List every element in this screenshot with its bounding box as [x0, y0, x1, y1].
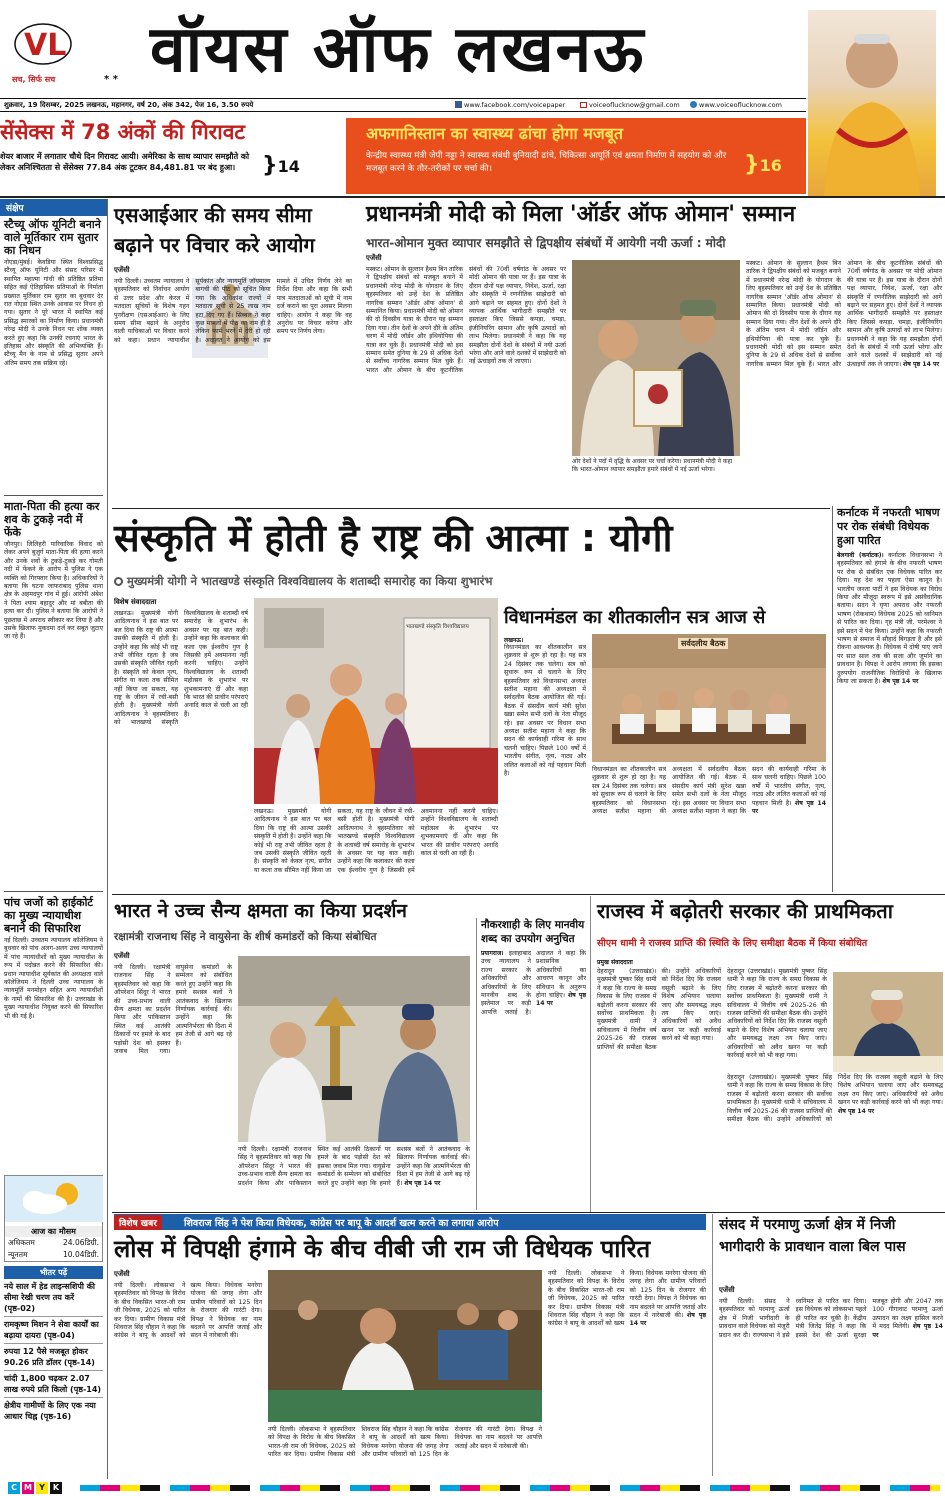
story-yogi-body-text: लखनऊ। मुख्यमंत्री योगी आदित्यनाथ ने इस बात पर बल दिया कि राष्ट्र की आत्मा उसकी संस्कृति में होती है। उन्होंने कहा कि कोई भी राष्ट्र तभी जीवित रहता है जब उसकी संस्कृति जीवित रहती है। संस्कृति को केवल नृत्य, संगीत या कला तक सीमित नहीं किया जा सकता, यह राष्ट्र के जीवन में रची-बसी होती है। मुख्यमंत्री योगी आदित्यनाथ ने बृहस्पतिवार को भातखण्डे संस्कृति विश्वविद्यालय के शताब्दी वर्ष समारोह के शुभारंभ के अवसर पर यह बात कही। उन्होंने कहा कि कलाकार की कला एक ईश्वरीय गुण है जिसकी हमें अवमानना नहीं करनी चाहिए। उन्होंने विश्वविद्यालय के शताब्दी महोत्सव के शुभारंभ पर शुभकामनाएं दीं और कहा कि भारत की प्राचीन परंपराएं अनादि काल से चली आ रही हैं।: [114, 610, 248, 727]
story-revenue-body-left: [597, 968, 721, 1206]
story-loksabha-body-text-cont: नयी दिल्ली। लोकसभा ने बृहस्पतिवार को विपक्ष के विरोध के बीच विकसित भारत-जी राम जी विधेयक, 2025 को पारित कर दिया। ग्रामीण विकास मंत्री शिवराज सिंह चौहान ने कहा कि कांग्रेस ने बापू के आदर्शों को खत्म किया। विधेयक मनरेगा योजना की जगह लेगा और ग्रामीण परिवारों को 125 दिन के रोजगार की गारंटी देगा। विपक्ष ने विधेयक का नाम बदलने पर आपत्ति जताई और सदन में नारेबाजी की।: [268, 1426, 542, 1459]
section-rule: [112, 1212, 945, 1213]
globe-icon: [690, 101, 697, 108]
website-link[interactable]: [690, 101, 782, 109]
story-bureaucracy-headline: नौकरशाही के लिए मानवीय शब्द का उपयोग अनुचित: [481, 919, 585, 945]
story-air[interactable]: [114, 896, 470, 1212]
story-oman[interactable]: [358, 200, 942, 502]
teaser-sensex-headline: सेंसेक्स में 78 अंकों की गिरावट: [0, 120, 245, 144]
teaser-afghanistan-text: केन्द्रीय स्वास्थ्य मंत्री जेपी नड्डा ने स्वास्थ्य संबंधी बुनियादी ढांचे, चिकित्सा आपूर्ति एवं क्षमता निर्माण में सहयोग को और मजबूत करने के तौर-तरीकों पर चर्चा की।: [366, 151, 727, 174]
partly-cloudy-icon: [5, 1176, 103, 1222]
story-loksabha-byline: एजेंसी: [114, 1270, 130, 1278]
story-revenue-body-text-end: देहरादून (उत्तराखंड)। मुख्यमंत्री पुष्कर सिंह धामी ने कहा कि राज्य के समग्र विकास के लिए राजस्व में बढ़ोतरी करना सरकार की सर्वोच्च प्राथमिकता है। मुख्यमंत्री धामी ने सचिवालय में वित्तीय वर्ष 2025-26 की राजस्व प्राप्तियों की समीक्षा बैठक की। उन्होंने अधिकारियों को निर्देश दिए कि राजस्व वसूली बढ़ाने के लिए विशेष अभियान चलाया जाए और समयबद्ध लक्ष्य तय किए जाएं। अधिकारियों को अवैध खनन पर कड़ी कार्रवाई करने को भी कहा गया।: [727, 1074, 943, 1124]
story-revenue-body-mid: [727, 968, 827, 1068]
story-revenue-headline: राजस्व में बढ़ोतरी सरकार की प्राथमिकता: [597, 899, 893, 923]
story-oman-body-left: [366, 266, 566, 454]
weather-label: अधिकतम: [8, 1238, 35, 1247]
story-revenue-subhead: सीएम धामी ने राजस्व प्राप्ति की स्थिति के लिए समीक्षा बैठक में किया संबोधित: [597, 938, 868, 949]
sidebar-item-body: जौनपुर। लिलिहरी पारिवारिक विवाद को लेकर अपने बुजुर्ग माता-पिता की हत्या करने और उनके शवों के टुकड़े-टुकड़े कर गोमती नदी में फेंकने के आरोप में पुलिस ने एक व्यक्ति को गिरफ्तार किया है। अधिकारियों ने बताया कि घटना जाफराबाद पुलिस थाना क्षेत्र के अहमदपुर गांव में हुई। आरोपी अंबेश ने पिता श्याम बहादुर और मां बबीता की हत्या कर दी। पुलिस ने बताया कि आरोपी ने पूछताछ में अपराध स्वीकार कर लिया है और उसके खिलाफ मुकदमा दर्ज कर सबूत जुटाए जा रहे हैं।: [4, 541, 103, 641]
story-karnataka-body-text: कर्नाटक विधानसभा ने बृहस्पतिवार को हंगामे के बीच नफरती भाषण पर रोक से संबंधित एक विधेयक पारित कर दिया। यह देश का पहला ऐसा कानून है। भारतीय जनता पार्टी ने इस विधेयक का विरोध किया और मौजूदा स्वरूप में इसे असंवैधानिक बताया। सदन ने घृणा अपराध और नफरती भाषण (रोकथाम) विधेयक 2025 को ध्वनिमत से पारित कर दिया। गृह मंत्री जी. परमेश्वर ने इसे सदन में पेश किया। उन्होंने कहा कि नफरती भाषण से समाज में सौहार्द बिगड़ता है और इसे रोकना आवश्यक है। विधेयक में दोषी पाए जाने पर सात साल तक की सजा और जुर्माने का प्रावधान है। विपक्ष ने आरोप लगाया कि इसका दुरुपयोग राजनीतिक विरोधियों के खिलाफ किया जा सकता है।: [837, 552, 942, 686]
leader-photo: [808, 10, 936, 196]
paper-title: वॉयस ऑफ लखनऊ: [150, 13, 646, 87]
inside-item[interactable]: क्षेत्रीय गामीणों के लिए एक नया आधार चिह्न (पृष्ठ-16): [4, 1401, 96, 1421]
story-revenue-body-text: देहरादून (उत्तराखंड)। मुख्यमंत्री पुष्कर सिंह धामी ने कहा कि राज्य के समग्र विकास के लिए राजस्व में बढ़ोतरी करना सरकार की सर्वोच्च प्राथमिकता है। मुख्यमंत्री धामी ने सचिवालय में वित्तीय वर्ष 2025-26 की राजस्व प्राप्तियों की समीक्षा बैठक की। उन्होंने अधिकारियों को निर्देश दिए कि राजस्व वसूली बढ़ाने के लिए विशेष अभियान चलाया जाए और समयबद्ध लक्ष्य तय किए जाएं। अधिकारियों को अवैध खनन पर कड़ी कार्रवाई करने को भी कहा गया।: [597, 968, 721, 1051]
teaser-sensex-page-ref: }14: [262, 153, 300, 178]
weather-value: 24.06डिग्री.: [63, 1238, 99, 1247]
cmyk-marks: [8, 1482, 62, 1494]
story-air-headline: भारत ने उच्च सैन्य क्षमता का किया प्रदर्शन: [114, 900, 407, 922]
rajnath-airforce-photo: [238, 956, 470, 1142]
inside-item[interactable]: रुपया 12 पैसे मजबूत होकर 90.26 प्रति डॉलर (पृष्ठ-14): [4, 1344, 103, 1371]
inside-pages-title: भीतर पढ़ें: [4, 1266, 103, 1279]
website-text: www.voiceoflucknow.com: [699, 101, 782, 109]
story-loksabha-headline: लोस में विपक्षी हंगामे के बीच वीबी जी राम जी विधेयक पारित: [114, 1235, 651, 1263]
story-sir[interactable]: [114, 200, 352, 506]
story-nuclear-body: [719, 1298, 943, 1474]
exhibition-board-label: भातखण्डे संस्कृति विश्वविद्यालय: [406, 624, 469, 630]
tagline: सच, सिर्फ सच: [12, 75, 56, 84]
story-nuclear-continued[interactable]: शेष पृष्ठ 14 पर: [872, 1323, 943, 1339]
facebook-text: www.facebook.com/voicepaper: [464, 101, 566, 109]
cmyk-mark: Y: [36, 1482, 48, 1494]
loksabha-photo: [268, 1270, 542, 1422]
story-revenue-body-bottom: [727, 1074, 943, 1206]
story-assembly-body-left: [504, 644, 586, 778]
story-assembly-body-text: विधानमंडल का शीतकालीन सत्र शुक्रवार से शुरू हो रहा है। यह सत्र 24 दिसंबर तक चलेगा। सत्र को सुचारू रूप से चलाने के लिए बृहस्पतिवार को विधानसभा अध्यक्ष सतीश महाना की अध्यक्षता में सर्वदलीय बैठक आयोजित की गई। बैठक में संसदीय कार्य मंत्री सुरेश खन्ना समेत सभी दलों के नेता मौजूद रहे। इस अवसर पर विधान सभा अध्यक्ष सतीश महाना ने कहा कि सदन की कार्यवाही गरिमा के साथ चलनी चाहिए। पिछले 100 वर्षों में भारतीय संगीत, नृत्य, नाट्य और ललित कलाओं को नई पहचान मिली है।: [504, 644, 586, 778]
story-air-body-left: [114, 964, 232, 1210]
story-loksabha-body-text: नयी दिल्ली। लोकसभा ने बृहस्पतिवार को विपक्ष के विरोध के बीच विकसित भारत-जी राम जी विधेयक, 2025 को पारित कर दिया। ग्रामीण विकास मंत्री शिवराज सिंह चौहान ने कहा कि कांग्रेस ने बापू के आदर्शों को खत्म किया। विधेयक मनरेगा योजना की जगह लेगा और ग्रामीण परिवारों को 125 दिन के रोजगार की गारंटी देगा। विपक्ष ने विधेयक का नाम बदलने पर आपत्ति जताई और सदन में नारेबाजी की।: [114, 1282, 262, 1340]
story-nuclear[interactable]: [712, 1214, 942, 1476]
story-bureaucracy-byline: प्रयागराज।: [481, 950, 504, 957]
story-air-body-text: नयी दिल्ली। रक्षामंत्री राजनाथ सिंह ने बृहस्पतिवार को कहा कि ऑपरेशन सिंदूर ने भारत की उच्च-प्रभाव वाली सैन्य क्षमता का प्रदर्शन किया और पाकिस्तान स्थित कई आतंकी ठिकानों पर हमले के बाद पड़ोसी देश को इसका जवाब मिल गया। वायुसेना कमांडरों के सम्मेलन को संबोधित करते हुए उन्होंने कहा कि हमारे सशस्त्र बलों ने आतंकवाद के खिलाफ निर्णायक कार्रवाई की। उन्होंने कहा कि आत्मनिर्भरता की दिशा में हम तेजी से आगे बढ़ रहे हैं।: [114, 964, 232, 1056]
story-air-body-text-cont: नयी दिल्ली। रक्षामंत्री राजनाथ सिंह ने बृहस्पतिवार को कहा कि ऑपरेशन सिंदूर ने भारत की उच्च-प्रभाव वाली सैन्य क्षमता का प्रदर्शन किया और पाकिस्तान स्थित कई आतंकी ठिकानों पर हमले के बाद पड़ोसी देश को इसका जवाब मिल गया। वायुसेना कमांडरों के सम्मेलन को संबोधित करते हुए उन्होंने कहा कि हमारे सशस्त्र बलों ने आतंकवाद के खिलाफ निर्णायक कार्रवाई की। उन्होंने कहा कि आत्मनिर्भरता की दिशा में हम तेजी से आगे बढ़ रहे हैं।: [238, 1146, 470, 1187]
story-air-body-bottom: [238, 1146, 470, 1210]
sidebar-item[interactable]: [0, 216, 107, 493]
story-yogi-headline: संस्कृति में होती है राष्ट्र की आत्मा : योगी: [114, 516, 673, 560]
teaser-sensex-page-number: 14: [277, 157, 300, 176]
teaser-afghanistan-page-ref: }16: [744, 152, 782, 177]
story-loksabha-kicker-bar: [114, 1214, 706, 1230]
story-oman-byline: एजेंसी: [366, 254, 382, 262]
story-karnataka-headline: कर्नाटक में नफरती भाषण पर रोक संबंधी विधेयक हुआ पारित: [837, 506, 940, 547]
story-sir-body: नयी दिल्ली। उच्चतम न्यायालय ने बृहस्पतिवार को निर्वाचन आयोग से उत्तर प्रदेश और केरल में मतदाता सूचियों के विशेष गहन पुनरीक्षण (एसआईआर) के लिए समय सीमा बढ़ाने के अनुरोध वाली याचिकाओं पर विचार करने को कहा। प्रधान न्यायाधीश सूर्यकांत और न्यायमूर्ति जॉयमाल्य बागची की पीठ को सूचित किया गया कि अधिकांश राज्यों में मतदाता सूची से 25 लाख नाम हटा दिए गए हैं। सिब्बल ने कहा कुछ मामलों में पीठ का नाम ही है लेकिन फार्म भरने में देरी हो रही है। अदालत ने आयोग को इस मामले में उचित निर्णय लेने का निर्देश दिया और कहा कि सभी पात्र मतदाताओं को सूची में नाम दर्ज कराने का पूरा अवसर मिलना चाहिए। आयोग ने कहा कि वह अनुरोध पर विचार करेगा और समय पर निर्णय लेगा।: [114, 278, 352, 344]
teaser-sensex[interactable]: [0, 115, 345, 193]
logo: [12, 20, 74, 72]
inside-item[interactable]: रामकृष्ण मिशन ने सेवा कार्यों का बढ़ाया दायरा (पृष्ठ-04): [4, 1317, 103, 1344]
print-footer: [0, 1480, 945, 1496]
story-assembly-body-bottom: [592, 766, 826, 888]
story-sir-headline: एसआईआर की समय सीमा बढ़ाने पर विचार करे आयोग: [114, 203, 315, 257]
bullet-icon: [114, 577, 123, 586]
weather-value: 10.04डिग्री.: [63, 1250, 99, 1259]
teaser-sensex-text: शेयर बाजार में लगातार चौथे दिन गिरावट आयी। अमेरिका के साथ व्यापार समझौते को लेकर अनिश्चितता से सेंसेक्स 77.84 अंक टूटकर 84,481.81 पर बंद हुआ।: [0, 152, 250, 172]
color-bar: [80, 1485, 940, 1491]
story-bureaucracy-continued[interactable]: शेष पृष्ठ 14 पर: [536, 992, 586, 1008]
modi-oman-photo: [572, 260, 740, 456]
sidebar-item-body: नई दिल्ली। उच्चतम न्यायालय कॉलेजियम ने बुधवार को पांच अलग-अलग उच्च न्यायालयों में पांच न्यायाधीशों को मुख्य न्यायाधीश के रूप में पदोन्नत करने की सिफारिश की। प्रधान न्यायाधीश सूर्यकांत की अध्यक्षता वाले कॉलेजियम ने दिल्ली उच्च न्यायालय के न्यायमूर्ति मनमोहन सहित अन्य न्यायाधीशों के नामों की सिफारिश की है। उत्तराखंड के मुख्य न्यायाधीश नियुक्त करने की सिफारिश भी की गई है।: [4, 937, 103, 1020]
teaser-afghanistan[interactable]: [346, 118, 806, 194]
story-revenue-body-text-cont: देहरादून (उत्तराखंड)। मुख्यमंत्री पुष्कर सिंह धामी ने कहा कि राज्य के समग्र विकास के लिए राजस्व में बढ़ोतरी करना सरकार की सर्वोच्च प्राथमिकता है। मुख्यमंत्री धामी ने सचिवालय में वित्तीय वर्ष 2025-26 की राजस्व प्राप्तियों की समीक्षा बैठक की। उन्होंने अधिकारियों को निर्देश दिए कि राजस्व वसूली बढ़ाने के लिए विशेष अभियान चलाया जाए और समयबद्ध लक्ष्य तय किए जाएं। अधिकारियों को अवैध खनन पर कड़ी कार्रवाई करने को भी कहा गया।: [727, 968, 827, 1060]
cmyk-mark: K: [50, 1482, 62, 1494]
sidebar-item-heading: स्टैच्यू ऑफ यूनिटी बनाने वाले मूर्तिकार राम सुतार का निधन: [4, 218, 101, 257]
story-bureaucracy-body: [481, 950, 586, 1200]
inside-item[interactable]: चांदी 1,800 चढ़कर 2.07 लाख रुपये प्रति किलो (पृष्ठ-14): [4, 1371, 103, 1398]
yogi-exhibition-photo: [254, 598, 498, 804]
masthead: [0, 0, 945, 112]
story-oman-continued[interactable]: शेष पृष्ठ 14 पर: [903, 360, 940, 368]
sidebar-item[interactable]: [0, 894, 107, 1171]
sidebar-item-body: नोएडा/मुंबई। केवडिया स्थित विश्वप्रसिद्ध स्टैच्यू ऑफ यूनिटी और संसद परिसर में स्थापित महात्मा गांधी की प्रतिष्ठित प्रतिमा सहित कई ऐतिहासिक प्रतिमाओं के निर्माता प्रख्यात मूर्तिकार राम सुतार का बुधवार देर रात नोएडा स्थित उनके आवास पर निधन हो गया। सुतार ने पूरे भारत में स्थापित कई प्रसिद्ध स्मारकों का निर्माण किया। प्रधानमंत्री नरेन्द्र मोदी ने उनके निधन पर शोक व्यक्त करते हुए कहा कि उनकी रचनाएं भारत के इतिहास और संस्कृति की अभिव्यक्ति हैं। स्टैच्यू मैन के नाम से प्रसिद्ध सुतार अपने अंतिम समय तक सक्रिय रहे।: [4, 259, 103, 367]
story-oman-body-right: [746, 260, 942, 496]
story-assembly[interactable]: [504, 606, 826, 892]
teaser-afghanistan-headline: अफगानिस्तान का स्वास्थ्य ढांचा होगा मजबूत: [366, 124, 623, 143]
dateline: शुक्रवार, 19 दिसम्बर, 2025 लखनऊ, महानगर, वर्ष 20, अंक 342, पेज 16, 3.50 रुपये: [4, 101, 254, 109]
sidebar-item[interactable]: [0, 498, 107, 889]
story-loksabha-body-text-end: नयी दिल्ली। लोकसभा ने बृहस्पतिवार को विपक्ष के विरोध के बीच विकसित भारत-जी राम जी विधेयक, 2025 को पारित कर दिया। ग्रामीण विकास मंत्री शिवराज सिंह चौहान ने कहा कि कांग्रेस ने बापू के आदर्शों को खत्म किया। विधेयक मनरेगा योजना की जगह लेगा और ग्रामीण परिवारों को 125 दिन के रोजगार की गारंटी देगा। विपक्ष ने विधेयक का नाम बदलने पर आपत्ति जताई और सदन में नारेबाजी की।: [548, 1270, 706, 1328]
story-yogi-subhead: [114, 574, 826, 589]
teaser-afghanistan-page-number: 16: [759, 156, 782, 175]
story-yogi-subhead-text: मुख्यमंत्री योगी ने भातखण्डे संस्कृति विश्वविद्यालय के शताब्दी समारोह का किया शुभारंभ: [127, 574, 493, 588]
logo-letters: VL: [24, 28, 67, 63]
section-rule: [112, 508, 830, 509]
story-revenue-continued[interactable]: शेष पृष्ठ 14 पर: [838, 1107, 875, 1115]
story-air-continued[interactable]: शेष पृष्ठ 14 पर: [404, 1179, 441, 1187]
cmyk-mark: M: [22, 1482, 34, 1494]
story-air-byline: एजेंसी: [114, 952, 130, 960]
section-rule: [112, 894, 945, 895]
cmyk-mark: C: [8, 1482, 20, 1494]
story-air-subhead: रक्षामंत्री राजनाथ सिंह ने वायुसेना के शीर्ष कमांडरों को किया संबोधित: [114, 931, 377, 943]
masthead-stars: * *: [104, 74, 118, 85]
email-text: voiceoflucknow@gmail.com: [589, 101, 680, 109]
weather-label: न्यूनतम: [8, 1250, 28, 1259]
story-bureaucracy-body-text: इलाहाबाद उच्च न्यायालय ने राज्य सरकार के अधिकारियों और अधिकारियों के लिए मानवीय शब्द के इस्तेमाल पर कड़ी आपत्ति जताई है। अदालत ने कहा कि प्रशासनिक अधिकारियों का आचरण कानून और संविधान के अनुरूप होना चाहिए।: [481, 950, 586, 1016]
weather-row: [5, 1237, 102, 1249]
story-assembly-body-text-cont: विधानमंडल का शीतकालीन सत्र शुक्रवार से शुरू हो रहा है। यह सत्र 24 दिसंबर तक चलेगा। सत्र को सुचारू रूप से चलाने के लिए बृहस्पतिवार को विधानसभा अध्यक्ष सतीश महाना की अध्यक्षता में सर्वदलीय बैठक आयोजित की गई। बैठक में संसदीय कार्य मंत्री सुरेश खन्ना समेत सभी दलों के नेता मौजूद रहे। इस अवसर पर विधान सभा अध्यक्ष सतीश महाना ने कहा कि सदन की कार्यवाही गरिमा के साथ चलनी चाहिए। पिछले 100 वर्षों में भारतीय संगीत, नृत्य, नाट्य और ललित कलाओं को नई पहचान मिली है।: [592, 766, 826, 816]
email-link[interactable]: [580, 101, 680, 109]
felicitation-scene-icon: [238, 956, 470, 1142]
story-sir-byline: एजेंसी: [114, 266, 130, 274]
story-oman-body-text: मस्कट। ओमान के सुल्तान हैथम बिन तारिक ने द्विपक्षीय संबंधों को मजबूत बनाने में प्रधानमंत्री नरेन्द्र मोदी के योगदान के लिए बृहस्पतिवार को उन्हें देश के प्रतिष्ठित नागरिक सम्मान 'ऑर्डर ऑफ ओमान' से सम्मानित किया। प्रधानमंत्री मोदी को ओमान की दो दिवसीय यात्रा के दौरान यह सम्मान दिया गया। तीन देशों के अपने दौरे के अंतिम चरण में मोदी जॉर्डन और इथियोपिया की यात्रा कर चुके हैं। प्रधानमंत्री मोदी को इस सम्मान समेत दुनिया के 29 से अधिक देशों से सर्वोच्च नागरिक सम्मान मिल चुके हैं। भारत और ओमान के बीच कूटनीतिक संबंधों की 70वीं वर्षगांठ के अवसर पर मोदी ओमान की यात्रा पर हैं। इस यात्रा के दौरान दोनों पक्ष व्यापार, निवेश, ऊर्जा, रक्षा और संस्कृति में रणनीतिक साझेदारी को आगे बढ़ाने पर सहमत हुए। दोनों देशों ने व्यापक आर्थिक भागीदारी समझौते पर हस्ताक्षर किए जिससे कपड़ा, चमड़ा, इंजीनियरिंग सामान और कृषि उत्पादों को लाभ मिलेगा। प्रधानमंत्री ने कहा कि यह समझौता दोनों देशों के संबंधों में नयी ऊर्जा भरेगा और आने वाले दशकों में साझेदारी को नई ऊंचाइयों तक ले जाएगा।: [366, 266, 566, 374]
facebook-link[interactable]: [455, 101, 565, 109]
weather-title: आज का मौसम: [5, 1226, 102, 1237]
inside-pages-box: [4, 1266, 103, 1424]
sidebar-label: संक्षेप: [0, 199, 107, 216]
weather-row: [5, 1249, 102, 1261]
weather-box: [4, 1175, 103, 1262]
story-loksabha-body-bottom: [268, 1426, 542, 1474]
story-loksabha-continued[interactable]: शेष पृष्ठ 14 पर: [629, 1312, 706, 1328]
portrait-icon: [808, 10, 936, 196]
dateline-bar: [0, 98, 806, 112]
email-icon: [580, 102, 587, 108]
story-loksabha-tag: विशेष खबर: [114, 1215, 162, 1230]
story-nuclear-headline: संसद में परमाणु ऊर्जा क्षेत्र में निजी भागीदारी के प्रावधान वाला बिल पास: [719, 1217, 906, 1255]
story-nuclear-body-text: नयी दिल्ली। संसद ने बृहस्पतिवार को परमाणु ऊर्जा क्षेत्र में निजी भागीदारी के प्रावधान वाले विधेयक को मंजूरी प्रदान कर दी। राज्यसभा ने इसे ध्वनिमत से पारित कर दिया। इस विधेयक को लोकसभा पहले ही पारित कर चुकी है। केंद्रीय मंत्री जितेंद्र सिंह ने कहा कि इससे देश की ऊर्जा सुरक्षा मजबूत होगी और 2047 तक 100 गीगावाट परमाणु ऊर्जा उत्पादन का लक्ष्य हासिल करने में मदद मिलेगी।: [719, 1298, 943, 1339]
masthead-bottom-rule: [0, 196, 945, 198]
meeting-banner: सर्वदलीय बैठक: [678, 638, 728, 649]
story-oman-subhead: भारत-ओमान मुक्त व्यापार समझौते से द्विपक्षीय संबंधों में आयेगी नयी ऊर्जा : मोदी: [366, 236, 726, 250]
story-yogi-body-left: [114, 610, 248, 890]
story-oman-headline: प्रधानमंत्री मोदी को मिला 'ऑर्डर ऑफ ओमान' सम्मान: [366, 202, 796, 227]
story-karnataka-byline: बेलगावी (कर्नाटक)।: [837, 552, 884, 559]
story-karnataka[interactable]: [832, 506, 942, 892]
story-assembly-continued[interactable]: शेष पृष्ठ 14 पर: [752, 799, 826, 816]
award-ceremony-icon: [572, 260, 740, 456]
meeting-scene-icon: [592, 634, 826, 762]
story-loksabha-body-right: [548, 1270, 706, 1474]
parliament-session-icon: [268, 1270, 542, 1422]
story-assembly-byline: लखनऊ।: [504, 637, 524, 644]
logo-mark-icon: [12, 20, 74, 68]
story-oman-caption: ओर देशों ने पदों में वृद्धि के अवसर पर चर्चा करेगा। प्रधानमंत्री मोदी ने कहा कि भारत-ओमान व्यापार समझौता हमारे संबंधों में नई ऊर्जा भरेगा।: [572, 458, 733, 473]
story-karnataka-body: [837, 552, 942, 870]
story-yogi-byline: विशेष संवाददाता: [114, 598, 157, 606]
sidebar: [0, 199, 108, 1479]
story-loksabha-body-left: [114, 1282, 262, 1474]
sidebar-item-heading: माता-पिता की हत्या कर शव के टुकड़े नदी में फेंके: [4, 500, 100, 539]
story-oman-body-text-cont: मस्कट। ओमान के सुल्तान हैथम बिन तारिक ने द्विपक्षीय संबंधों को मजबूत बनाने में प्रधानमंत्री नरेन्द्र मोदी के योगदान के लिए बृहस्पतिवार को उन्हें देश के प्रतिष्ठित नागरिक सम्मान 'ऑर्डर ऑफ ओमान' से सम्मानित किया। प्रधानमंत्री मोदी को ओमान की दो दिवसीय यात्रा के दौरान यह सम्मान दिया गया। तीन देशों के अपने दौरे के अंतिम चरण में मोदी जॉर्डन और इथियोपिया की यात्रा कर चुके हैं। प्रधानमंत्री मोदी को इस सम्मान समेत दुनिया के 29 से अधिक देशों से सर्वोच्च नागरिक सम्मान मिल चुके हैं। भारत और ओमान के बीच कूटनीतिक संबंधों की 70वीं वर्षगांठ के अवसर पर मोदी ओमान की यात्रा पर हैं। इस यात्रा के दौरान दोनों पक्ष व्यापार, निवेश, ऊर्जा, रक्षा और संस्कृति में रणनीतिक साझेदारी को आगे बढ़ाने पर सहमत हुए। दोनों देशों ने व्यापक आर्थिक भागीदारी समझौते पर हस्ताक्षर किए जिससे कपड़ा, चमड़ा, इंजीनियरिंग सामान और कृषि उत्पादों को लाभ मिलेगा। प्रधानमंत्री ने कहा कि यह समझौता दोनों देशों के संबंधों में नयी ऊर्जा भरेगा और आने वाले दशकों में साझेदारी को नई ऊंचाइयों तक ले जाएगा।: [746, 260, 942, 368]
dhami-meeting-photo: [833, 972, 943, 1072]
story-loksabha-kicker: शिवराज सिंह ने पेश किया विधेयक, कांग्रेस पर बापू के आदर्श खत्म करने का लगाया आरोप: [184, 1218, 499, 1229]
story-karnataka-continued[interactable]: शेष पृष्ठ 14 पर: [882, 678, 919, 686]
facebook-icon: [455, 101, 462, 108]
story-nuclear-byline: एजेंसी: [719, 1286, 735, 1294]
story-yogi-body-text-cont: लखनऊ। मुख्यमंत्री योगी आदित्यनाथ ने इस बात पर बल दिया कि राष्ट्र की आत्मा उसकी संस्कृति में होती है। उन्होंने कहा कि कोई भी राष्ट्र तभी जीवित रहता है जब उसकी संस्कृति जीवित रहती है। संस्कृति को केवल नृत्य, संगीत या कला तक सीमित नहीं किया जा सकता, यह राष्ट्र के जीवन में रची-बसी होती है। मुख्यमंत्री योगी आदित्यनाथ ने बृहस्पतिवार को भातखण्डे संस्कृति विश्वविद्यालय के शताब्दी वर्ष समारोह के शुभारंभ के अवसर पर यह बात कही। उन्होंने कहा कि कलाकार की कला एक ईश्वरीय गुण है जिसकी हमें अवमानना नहीं करनी चाहिए। उन्होंने विश्वविद्यालय के शताब्दी महोत्सव के शुभारंभ पर शुभकामनाएं दीं और कहा कि भारत की प्राचीन परंपराएं अनादि काल से चली आ रही हैं।: [254, 808, 498, 874]
story-bureaucracy[interactable]: [476, 918, 586, 1210]
inside-item[interactable]: नये साल में हेड लाइन्सशिपी की सीमा रेखी चरण तय करें (पृष्ठ-02): [4, 1279, 103, 1317]
story-assembly-headline: विधानमंडल का शीतकालीन सत्र आज से: [504, 607, 766, 628]
story-revenue-byline: प्रमुख संवाददाता: [597, 959, 633, 966]
story-yogi-body-bottom: [254, 808, 498, 890]
all-party-meeting-photo: [592, 634, 826, 762]
sidebar-item-heading: पांच जजों को हाईकोर्ट का मुख्य न्यायाधीश बनाने की सिफारिश: [4, 896, 93, 935]
official-meeting-icon: [833, 972, 943, 1072]
story-loksabha[interactable]: [114, 1214, 706, 1476]
story-revenue[interactable]: [590, 896, 942, 1212]
